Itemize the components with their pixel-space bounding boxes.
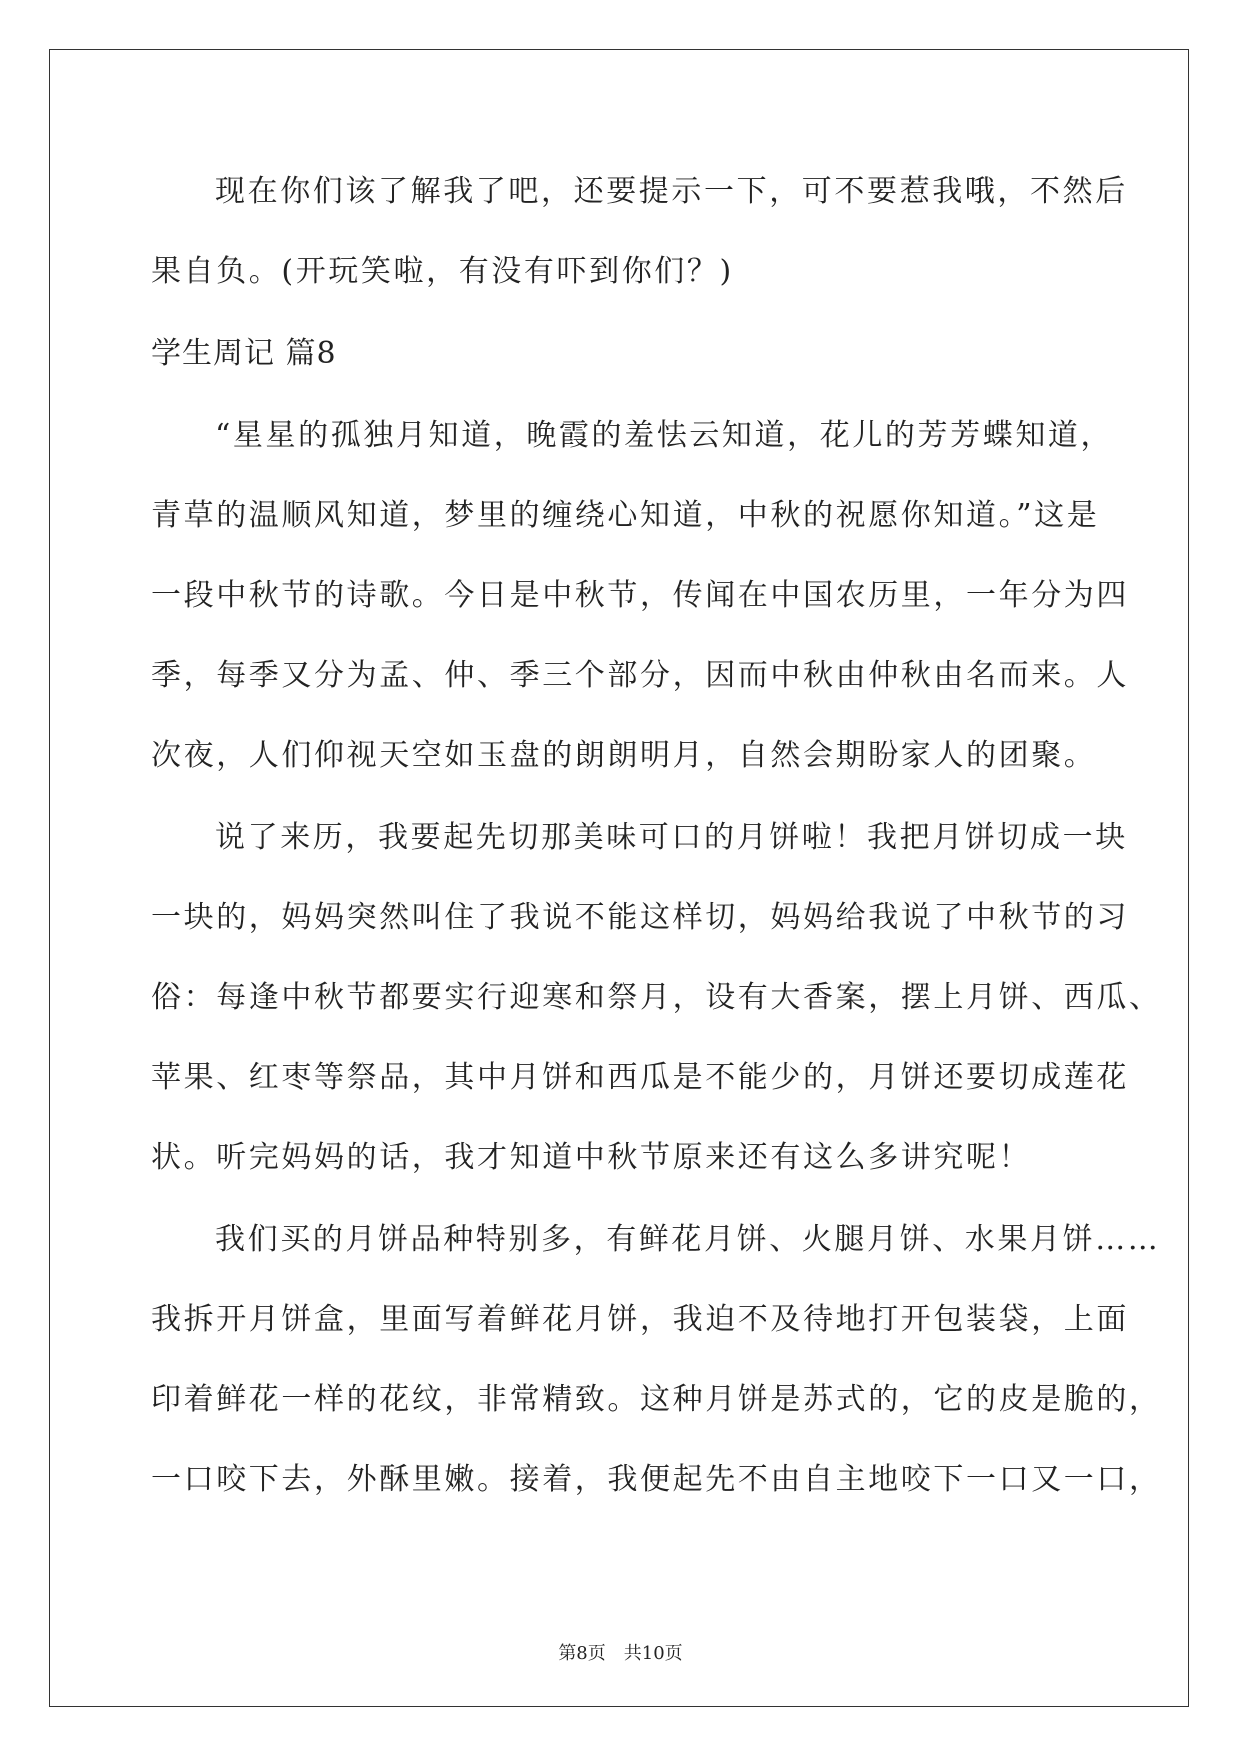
page-total: 共10页 [623, 1643, 683, 1664]
text-line: 季，每季又分为孟、仲、季三个部分，因而中秋由仲秋由名而来。人 [151, 658, 1129, 693]
page-border [49, 49, 1189, 1707]
page-footer [0, 1642, 1241, 1666]
text-line: 果自负。(开玩笑啦，有没有吓到你们？) [151, 254, 734, 289]
text-line: 一段中秋节的诗歌。今日是中秋节，传闻在中国农历里，一年分为四 [151, 578, 1129, 613]
text-line: 说了来历，我要起先切那美味可口的月饼啦！我把月饼切成一块 [215, 820, 1128, 855]
page-number: 第8页 [558, 1643, 606, 1664]
text-line: 次夜，人们仰视天空如玉盘的朗朗明月，自然会期盼家人的团聚。 [151, 738, 1097, 773]
text-line: “星星的孤独月知道，晚霞的羞怯云知道，花儿的芳芳蝶知道， [215, 418, 1114, 453]
text-line: 印着鲜花一样的花纹，非常精致。这种月饼是苏式的，它的皮是脆的， [151, 1382, 1162, 1417]
section-heading: 学生周记 篇8 [151, 336, 337, 371]
text-line: 一口咬下去，外酥里嫩。接着，我便起先不由自主地咬下一口又一口， [151, 1462, 1162, 1497]
text-line: 青草的温顺风知道，梦里的缠绕心知道，中秋的祝愿你知道。”这是 [151, 498, 1100, 533]
text-line: 俗：每逢中秋节都要实行迎寒和祭月，设有大香案，摆上月饼、西瓜、 [151, 980, 1162, 1015]
text-line: 一块的，妈妈突然叫住了我说不能这样切，妈妈给我说了中秋节的习 [151, 900, 1129, 935]
text-line: 我们买的月饼品种特别多，有鲜花月饼、火腿月饼、水果月饼…… [215, 1222, 1161, 1257]
text-line: 苹果、红枣等祭品，其中月饼和西瓜是不能少的，月饼还要切成莲花 [151, 1060, 1129, 1095]
text-line: 状。听完妈妈的话，我才知道中秋节原来还有这么多讲究呢！ [151, 1140, 1032, 1175]
text-line: 我拆开月饼盒，里面写着鲜花月饼，我迫不及待地打开包装袋，上面 [151, 1302, 1129, 1337]
text-line: 现在你们该了解我了吧，还要提示一下，可不要惹我哦，不然后 [215, 174, 1128, 209]
